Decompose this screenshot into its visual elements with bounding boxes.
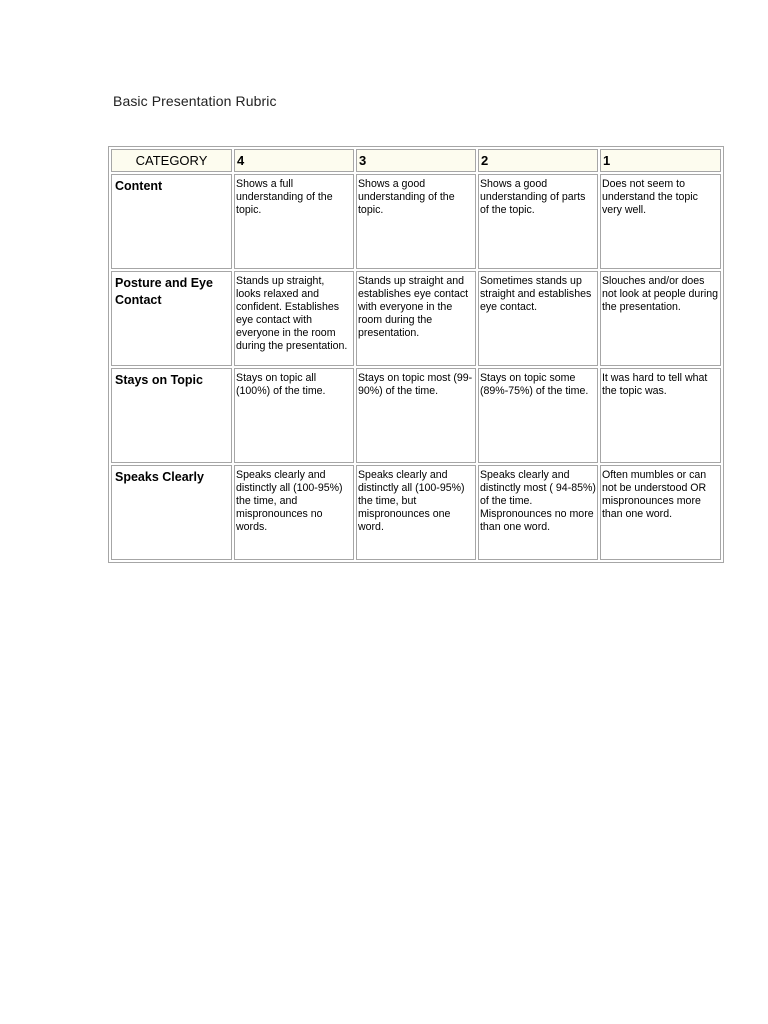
cell-topic-4: Stays on topic all (100%) of the time.: [234, 368, 354, 463]
cell-content-4: Shows a full understanding of the topic.: [234, 174, 354, 269]
cell-topic-3: Stays on topic most (99-90%) of the time.: [356, 368, 476, 463]
header-score-1: 1: [600, 149, 721, 172]
header-category: CATEGORY: [111, 149, 232, 172]
table-row-content: [111, 174, 721, 269]
row-category-speaking: Speaks Clearly: [111, 465, 232, 560]
cell-content-1: Does not seem to understand the topic very well.: [600, 174, 721, 269]
cell-posture-3: Stands up straight and establishes eye contact with everyone in the room during the presentation.: [356, 271, 476, 366]
cell-topic-2: Stays on topic some (89%-75%) of the time.: [478, 368, 598, 463]
table-row-posture: [111, 271, 721, 366]
rubric-table: [108, 146, 724, 563]
table-row-topic: [111, 368, 721, 463]
document-title: Basic Presentation Rubric: [113, 93, 277, 109]
cell-speaking-4: Speaks clearly and distinctly all (100-95%) the time, and mispronounces no words.: [234, 465, 354, 560]
cell-topic-1: It was hard to tell what the topic was.: [600, 368, 721, 463]
row-category-topic: Stays on Topic: [111, 368, 232, 463]
row-category-posture: Posture and Eye Contact: [111, 271, 232, 366]
cell-speaking-1: Often mumbles or can not be understood OR mispronounces more than one word.: [600, 465, 721, 560]
cell-posture-1: Slouches and/or does not look at people during the presentation.: [600, 271, 721, 366]
cell-posture-2: Sometimes stands up straight and establishes eye contact.: [478, 271, 598, 366]
table-header-row: [111, 149, 721, 172]
row-category-content: Content: [111, 174, 232, 269]
header-score-3: 3: [356, 149, 476, 172]
header-score-4: 4: [234, 149, 354, 172]
cell-speaking-2: Speaks clearly and distinctly most ( 94-85%) of the time. Mispronounces no more than one word.: [478, 465, 598, 560]
cell-content-3: Shows a good understanding of the topic.: [356, 174, 476, 269]
cell-posture-4: Stands up straight, looks relaxed and confident. Establishes eye contact with everyone in the room during the presentation.: [234, 271, 354, 366]
cell-speaking-3: Speaks clearly and distinctly all (100-95%) the time, but mispronounces one word.: [356, 465, 476, 560]
table-row-speaking: [111, 465, 721, 560]
header-score-2: 2: [478, 149, 598, 172]
cell-content-2: Shows a good understanding of parts of the topic.: [478, 174, 598, 269]
